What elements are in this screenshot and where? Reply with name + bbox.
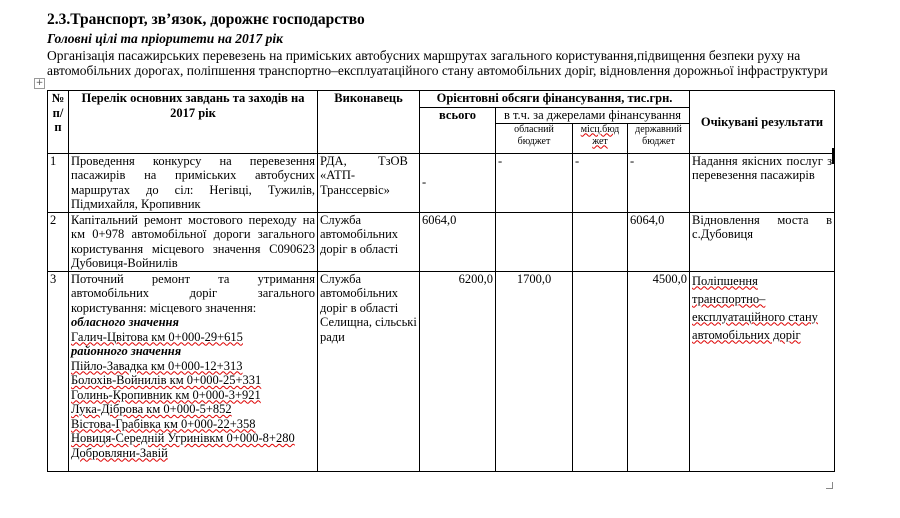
header-regional: обласний бюджет bbox=[496, 123, 573, 153]
row-state: 4500,0 bbox=[628, 271, 690, 471]
row-total: - bbox=[420, 153, 496, 212]
header-tasks: Перелік основних завдань та заходів на 2017 рік bbox=[69, 91, 318, 154]
document-page bbox=[47, 10, 837, 78]
header-local: місц.бюд жет bbox=[573, 123, 628, 153]
row-task: Проведення конкурсу на перевезення пасажирів на приміських автобусних маршрутах до сіл: Негівці, Тужилів, Підмихайля, Кропивник bbox=[69, 153, 318, 212]
row-result: Поліпшення транспортно–експлуатаційного стану автомобільних доріг bbox=[690, 271, 835, 471]
table-row bbox=[48, 271, 835, 471]
header-sources: в т.ч. за джерелами фінансування bbox=[496, 108, 690, 124]
row-total: 6064,0 bbox=[420, 212, 496, 271]
road-item: Новиця-Середній Угринівкм 0+000-8+280 bbox=[71, 431, 295, 445]
header-state: державний бюджет bbox=[628, 123, 690, 153]
row-local: - bbox=[573, 153, 628, 212]
header-total: всього bbox=[420, 108, 496, 154]
intro-line-2: автомобільних дорогах, поліпшення транспортно–експлуатаційного стану автомобільних доріг, відновлення дорожньої інфраструктури bbox=[47, 63, 828, 78]
tasks-table bbox=[47, 90, 835, 472]
header-funding: Орієнтовні обсяги фінансування, тис.грн. bbox=[420, 91, 690, 108]
row-local bbox=[573, 271, 628, 471]
intro-line-1: Організація пасажирських перевезень на приміських автобусних маршрутах загального користування,підвищення безпеки руху на bbox=[47, 48, 801, 63]
move-cross-icon[interactable]: + bbox=[35, 78, 44, 88]
row-total: 6200,0 bbox=[420, 271, 496, 471]
road-item: Галич-Цвітова км 0+000-29+615 bbox=[71, 329, 243, 344]
row-regional: 1700,0 bbox=[496, 271, 573, 471]
row-task: Капітальний ремонт мостового переходу на км 0+978 автомобільної дороги загального користування місцевого значення С090623 Дубовиця-Войнилів bbox=[69, 212, 318, 271]
task-intro: Поточний ремонт та утримання автомобільних доріг загального користування: місцевого значення: bbox=[71, 271, 315, 315]
road-item: Добровляни-Завій bbox=[71, 445, 168, 460]
row-state: 6064,0 bbox=[628, 212, 690, 271]
header-results: Очікувані результати bbox=[690, 91, 835, 154]
executor-line: РДА, ТзОВ bbox=[320, 153, 408, 168]
row-regional bbox=[496, 212, 573, 271]
section-title: 2.3.Транспорт, зв’язок, дорожнє господарство bbox=[47, 11, 365, 28]
row-executor: Служба автомобільних доріг в області bbox=[318, 212, 420, 271]
district-label: районного значення bbox=[71, 344, 182, 358]
row-task bbox=[69, 271, 318, 471]
row-result: Надання якісних послуг з перевезення пасажирів bbox=[690, 153, 835, 212]
table-resize-handle[interactable] bbox=[826, 482, 833, 489]
section-subtitle: Головні цілі та пріоритети на 2017 рік bbox=[47, 31, 284, 46]
road-item: Вістова-Грабівка км 0+000-22+358 bbox=[71, 416, 256, 431]
table-row bbox=[48, 212, 835, 271]
road-item: Лука-Діброва км 0+000-5+852 bbox=[71, 402, 232, 416]
row-result: Відновлення моста в с.Дубовиця bbox=[690, 212, 835, 271]
road-item: Голинь-Кропивник км 0+000-3+921 bbox=[71, 387, 261, 402]
header-num: № п/п bbox=[48, 91, 69, 154]
intro-paragraph bbox=[47, 48, 835, 78]
row-executor bbox=[318, 153, 420, 212]
row-local bbox=[573, 212, 628, 271]
row-num: 1 bbox=[48, 153, 69, 212]
table-row bbox=[48, 153, 835, 212]
road-item: Болохів-Войнилів км 0+000-25+331 bbox=[71, 373, 262, 387]
row-num: 3 bbox=[48, 271, 69, 471]
row-state: - bbox=[628, 153, 690, 212]
row-regional: - bbox=[496, 153, 573, 212]
row-executor: Служба автомобільних доріг в області Селищна, сільські ради bbox=[318, 271, 420, 471]
row-num: 2 bbox=[48, 212, 69, 271]
road-item: Пійло-Завадка км 0+000-12+313 bbox=[71, 358, 243, 373]
executor-line: «АТП-Транссервіс» bbox=[320, 168, 390, 197]
regional-label: обласного значення bbox=[71, 315, 179, 329]
header-executor: Виконавець bbox=[318, 91, 420, 154]
